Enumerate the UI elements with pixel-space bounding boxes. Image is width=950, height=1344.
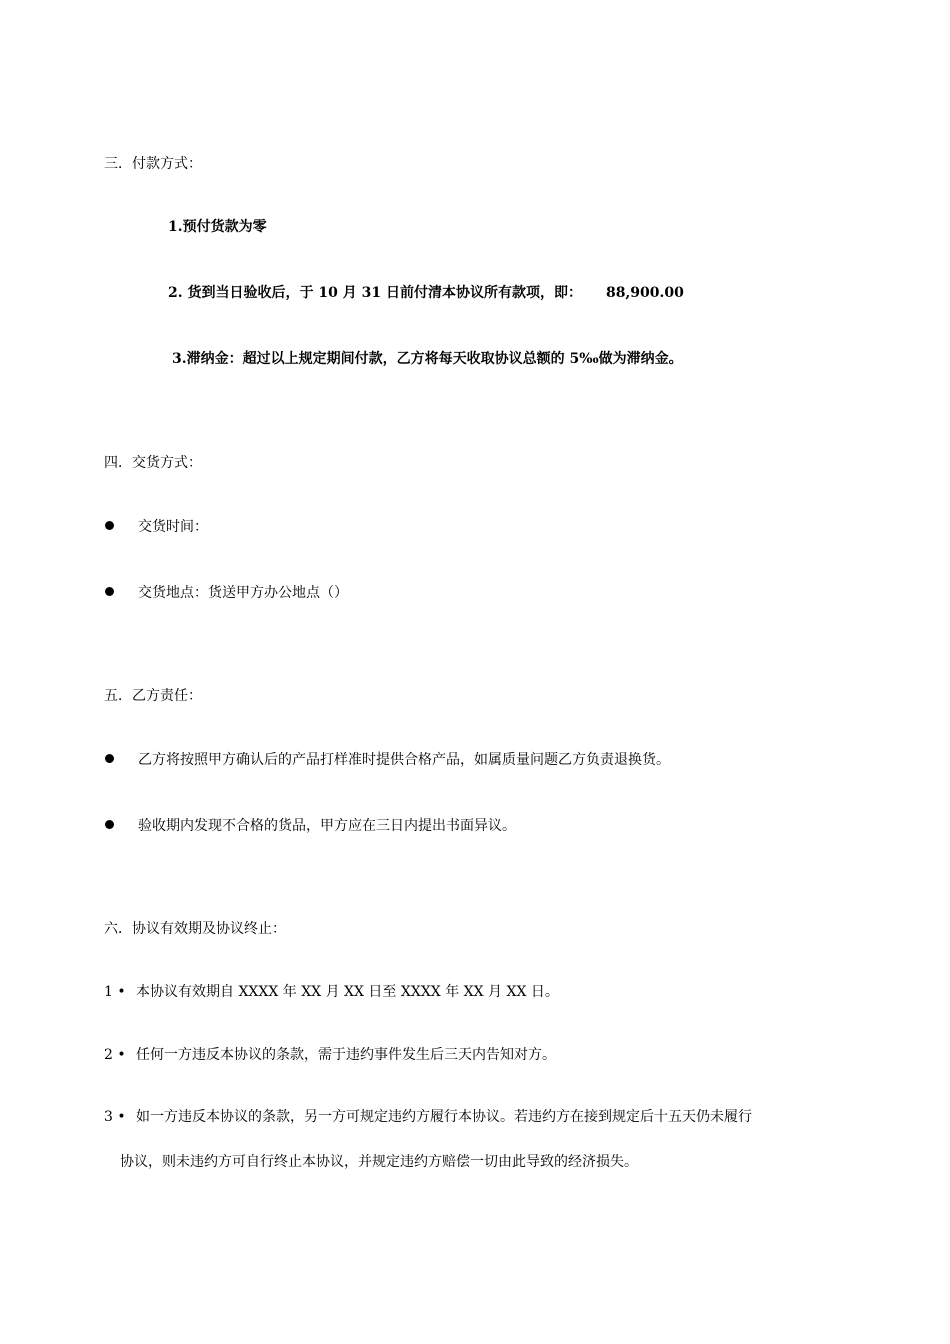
delivery-location: 交货地点：货送甲方办公地点（） [138,585,348,601]
term-item-3-continuation: 协议，则未违约方可自行终止本协议，并规定违约方赔偿一切由此导致的经济损失。 [120,1154,638,1170]
responsibility-1: 乙方将按照甲方确认后的产品打样准时提供合格产品，如属质量问题乙方负责退换货。 [138,752,670,768]
payment-item-3: 3.滞纳金：超过以上规定期间付款，乙方将每天收取协议总额的 5‰做为滞纳金。 [172,351,683,367]
term-item-2-number: 2 • [104,1047,126,1063]
term-item-2: 任何一方违反本协议的条款，需于违约事件发生后三天内告知对方。 [136,1047,556,1063]
bullet-icon [105,820,114,829]
payment-amount: 88,900.00 [605,285,684,301]
delivery-time: 交货时间： [138,519,208,535]
section-6-heading: 六．协议有效期及协议终止： [104,921,286,937]
payment-item-2 [168,283,684,303]
responsibility-2: 验收期内发现不合格的货品，甲方应在三日内提出书面异议。 [138,818,516,834]
term-item-3-number: 3 • [104,1109,126,1125]
payment-item-2-text: 2. 货到当日验收后，于 10 月 31 日前付清本协议所有款项，即： [168,285,582,301]
term-item-3: 如一方违反本协议的条款，另一方可规定违约方履行本协议。若违约方在接到规定后十五天仍未履行 [136,1109,752,1125]
section-3-heading: 三．付款方式： [104,156,202,172]
bullet-icon [105,587,114,596]
payment-item-1: 1.预付货款为零 [168,219,267,235]
section-4-heading: 四．交货方式： [104,455,202,471]
bullet-icon [105,521,114,530]
section-5-heading: 五．乙方责任： [104,688,202,704]
term-item-1-number: 1 • [104,984,126,1000]
term-item-1: 本协议有效期自 XXXX 年 XX 月 XX 日至 XXXX 年 XX 月 XX 日。 [136,984,559,1000]
bullet-icon [105,754,114,763]
